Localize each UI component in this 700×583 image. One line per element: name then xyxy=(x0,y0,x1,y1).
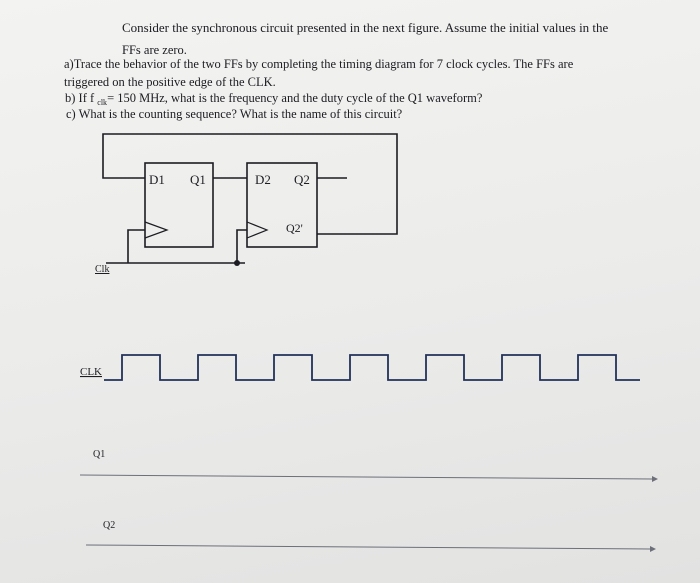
part-b-suffix: = 150 MHz, what is the frequency and the duty cycle of the Q1 waveform? xyxy=(107,91,483,105)
q2bar-feedback-wire xyxy=(103,134,397,234)
ff1-clock-triangle xyxy=(145,222,167,238)
ff1-d-label: D1 xyxy=(149,172,165,187)
part-a-line-2: triggered on the positive edge of the CLK. xyxy=(64,75,276,89)
timing-q1-label: Q1 xyxy=(93,449,106,460)
part-b-subscript: clk xyxy=(97,98,108,107)
part-b-prefix: b) If f xyxy=(65,91,98,105)
ff2-clock-triangle xyxy=(247,222,267,238)
clock-waveform xyxy=(104,355,640,380)
ff2-d-label: D2 xyxy=(255,172,271,187)
part-c: c) What is the counting sequence? What is the name of this circuit? xyxy=(66,107,403,121)
circuit-diagram xyxy=(103,134,397,263)
problem-line-1: Consider the synchronous circuit presented in the next figure. Assume the initial values in the xyxy=(122,20,609,35)
ff2-q-label: Q2 xyxy=(294,172,310,187)
timing-clk-label: CLK xyxy=(80,366,102,378)
q1-axis-arrow xyxy=(652,476,658,482)
problem-line-2: FFs are zero. xyxy=(122,43,187,57)
q2-time-axis xyxy=(86,545,650,549)
q2-axis-arrow xyxy=(650,546,656,552)
timing-q2-label: Q2 xyxy=(103,520,116,531)
clock-junction-dot xyxy=(234,260,240,266)
ff1-clock-wire xyxy=(128,230,145,263)
ff1-q-label: Q1 xyxy=(190,172,206,187)
ff2-clock-wire xyxy=(237,230,247,263)
circuit-clk-label: Clk xyxy=(95,264,110,275)
q1-time-axis xyxy=(80,475,652,479)
ff2-qbar-label: Q2' xyxy=(286,221,303,235)
part-a-line-1: a)Trace the behavior of the two FFs by completing the timing diagram for 7 clock cycles. The FFs are xyxy=(64,57,574,71)
